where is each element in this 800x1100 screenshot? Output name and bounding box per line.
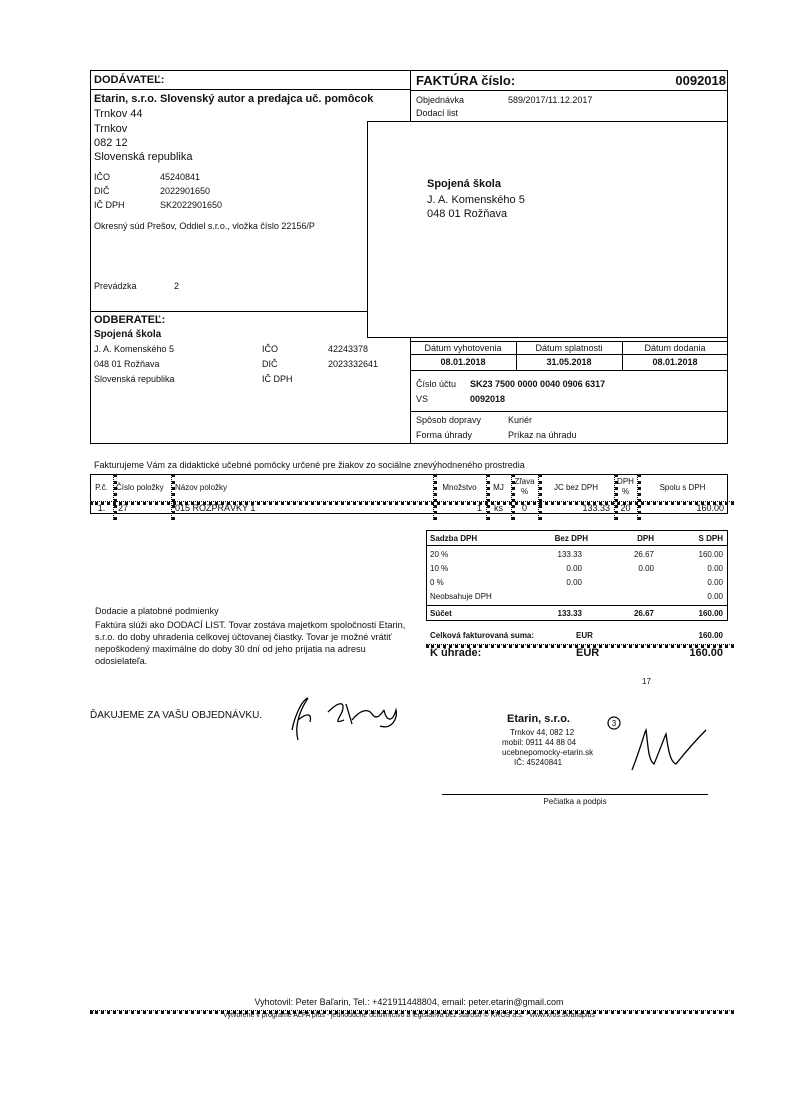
items-col-line bbox=[113, 474, 117, 520]
customer-top-rule bbox=[90, 311, 367, 312]
vs-label: VS bbox=[416, 394, 429, 404]
items-header-cell: JC bez DPH bbox=[553, 483, 598, 492]
signature bbox=[626, 720, 716, 780]
supplier-ico: 45240841 bbox=[160, 172, 201, 182]
invoice-number: 0092018 bbox=[675, 73, 726, 88]
vat-header-rule bbox=[426, 545, 728, 546]
date-due-label: Dátum splatnosti bbox=[535, 343, 603, 353]
table-cell: 1 bbox=[476, 503, 482, 513]
supplier-header-rule bbox=[90, 89, 410, 90]
pay-amount: 160.00 bbox=[689, 647, 723, 659]
customer-dic-label: DIČ bbox=[262, 359, 278, 369]
supplier-icdph-label: IČ DPH bbox=[94, 200, 125, 210]
vat-cell: 0.00 bbox=[707, 592, 723, 601]
items-col-line bbox=[171, 474, 175, 520]
customer-header: ODBERATEĽ: bbox=[94, 314, 166, 326]
stamp-address: Trnkov 44, 082 12 bbox=[510, 728, 575, 737]
stamp-circle-icon bbox=[606, 715, 622, 731]
payment-form-label: Forma úhrady bbox=[416, 430, 473, 440]
svg-text:3: 3 bbox=[611, 719, 617, 728]
items-header-cell: Číslo položky bbox=[116, 483, 164, 492]
items-col-line bbox=[486, 474, 490, 520]
pay-currency: EUR bbox=[576, 647, 600, 659]
window-street: J. A. Komenského 5 bbox=[427, 194, 525, 206]
order-number: 589/2017/11.12.2017 bbox=[508, 95, 593, 105]
handwritten-initials bbox=[280, 690, 410, 745]
dates-bottom-rule bbox=[410, 370, 728, 371]
supplier-branch: 2 bbox=[174, 281, 180, 291]
vat-sum-cell: 133.33 bbox=[557, 609, 582, 618]
vat-cell: 10 % bbox=[430, 564, 449, 573]
stamp-web: ucebnepomocky-etarin.sk bbox=[502, 748, 594, 757]
customer-ico: 42243378 bbox=[328, 344, 369, 354]
items-header-cell: Názov položky bbox=[175, 483, 228, 492]
supplier-city: Trnkov bbox=[94, 123, 128, 135]
vat-cell: 160.00 bbox=[698, 550, 723, 559]
vat-cell: 0.00 bbox=[566, 578, 582, 587]
thanks-text: ĎAKUJEME ZA VAŠU OBJEDNÁVKU. bbox=[90, 710, 263, 721]
vat-sum-cell: 160.00 bbox=[698, 609, 723, 618]
customer-dic: 2023332641 bbox=[328, 359, 379, 369]
vat-cell: 0 % bbox=[430, 578, 444, 587]
vat-header-cell: DPH bbox=[637, 534, 654, 543]
customer-city: 048 01 Rožňava bbox=[94, 359, 160, 369]
vat-header-cell: Sadzba DPH bbox=[430, 534, 478, 543]
signature-line bbox=[442, 794, 708, 795]
date-delivery-label: Dátum dodania bbox=[644, 343, 706, 353]
items-header-cell: DPH % bbox=[617, 477, 634, 496]
pay-label: K úhrade: bbox=[430, 647, 482, 659]
stamp-number: 17 bbox=[642, 677, 651, 686]
items-header-cell: MJ bbox=[493, 483, 504, 492]
date-due: 31.05.2018 bbox=[546, 357, 592, 367]
table-cell: 015 ROZPRÁVKY 1 bbox=[175, 503, 256, 513]
table-cell: 1. bbox=[97, 503, 106, 513]
vat-header-cell: S DPH bbox=[698, 534, 723, 543]
invoice-title: FAKTÚRA číslo: bbox=[416, 73, 516, 88]
supplier-dic-label: DIČ bbox=[94, 186, 110, 196]
vat-cell: 0.00 bbox=[566, 564, 582, 573]
conditions-text: Faktúra slúži ako DODACÍ LIST. Tovar zostáva majetkom spoločnosti Etarin, s.r.o. do doby uhradenia celkovej účtovanej čiastky. Tovar je možné vrátiť nepoškodený maximálne do doby 30 dní od jeho prijatia na adresu odosielateľa. bbox=[95, 620, 406, 666]
vat-cell: Neobsahuje DPH bbox=[430, 592, 492, 601]
supplier-dic: 2022901650 bbox=[160, 186, 211, 196]
supplier-header: DODÁVATEĽ: bbox=[94, 74, 165, 86]
date-issued: 08.01.2018 bbox=[440, 357, 486, 367]
date-delivery: 08.01.2018 bbox=[652, 357, 698, 367]
supplier-court: Okresný súd Prešov, Oddiel s.r.o., vložka číslo 22156/P bbox=[94, 221, 315, 231]
address-window bbox=[367, 121, 728, 338]
stamp-mobile: mobil: 0911 44 88 04 bbox=[502, 738, 577, 747]
account-number: SK23 7500 0000 0040 0906 6317 bbox=[470, 379, 606, 389]
supplier-name: Etarin, s.r.o. Slovenský autor a predajca uč. pomôcok bbox=[94, 93, 374, 105]
vat-sum-cell: Súčet bbox=[430, 609, 452, 618]
invoice-title-rule bbox=[410, 90, 728, 91]
customer-street: J. A. Komenského 5 bbox=[94, 344, 175, 354]
total-amount: 160.00 bbox=[698, 631, 723, 640]
dates-top-rule bbox=[410, 341, 728, 342]
order-label: Objednávka bbox=[416, 95, 465, 105]
vat-cell: 0.00 bbox=[707, 578, 723, 587]
items-col-line bbox=[433, 474, 437, 520]
vat-table bbox=[426, 530, 728, 621]
items-col-line bbox=[538, 474, 542, 520]
vat-sum-cell: 26.67 bbox=[633, 609, 654, 618]
customer-name: Spojená škola bbox=[94, 329, 162, 340]
account-label: Číslo účtu bbox=[416, 379, 457, 389]
signature-label: Pečiatka a podpis bbox=[543, 797, 607, 806]
supplier-ico-label: IČO bbox=[94, 172, 111, 182]
supplier-zip: 082 12 bbox=[94, 137, 128, 149]
supplier-branch-label: Prevádzka bbox=[94, 281, 137, 291]
table-cell: 27 bbox=[118, 503, 129, 513]
table-cell: 160.00 bbox=[696, 503, 724, 513]
vat-header-cell: Bez DPH bbox=[554, 534, 588, 543]
payment-form-value: Príkaz na úhradu bbox=[508, 430, 577, 440]
window-city: 048 01 Rožňava bbox=[427, 208, 508, 220]
customer-country: Slovenská republika bbox=[94, 374, 175, 384]
items-header-cell: P.č. bbox=[95, 483, 108, 492]
items-col-line bbox=[637, 474, 641, 520]
footer-software: Vytvorené v programe ALFA plus - jednoduché účtovníctvo a legislatíva bez starostí © KROS a.s. - www.kros.sk/alfaplus bbox=[223, 1012, 595, 1019]
vat-cell: 20 % bbox=[430, 550, 449, 559]
vat-cell: 26.67 bbox=[633, 550, 654, 559]
customer-icdph-label: IČ DPH bbox=[262, 374, 293, 384]
items-header-cell: Množstvo bbox=[442, 483, 477, 492]
stamp-id: IČ: 45240841 bbox=[514, 758, 563, 767]
vs-value: 0092018 bbox=[470, 394, 506, 404]
table-cell: 133.33 bbox=[582, 503, 610, 513]
window-name: Spojená škola bbox=[427, 178, 501, 190]
dates-mid-rule bbox=[410, 354, 728, 355]
vat-cell: 0.00 bbox=[638, 564, 654, 573]
customer-ico-label: IČO bbox=[262, 344, 279, 354]
total-currency: EUR bbox=[576, 631, 593, 640]
invoice-intro: Fakturujeme Vám za didaktické učebné pomôcky určené pre žiakov zo sociálne znevýhodneného prostredia bbox=[94, 460, 525, 470]
vat-sum-rule bbox=[426, 605, 728, 606]
total-label: Celková fakturovaná suma: bbox=[430, 631, 535, 640]
supplier-icdph: SK2022901650 bbox=[160, 200, 223, 210]
items-header-cell: Zľava % bbox=[514, 477, 535, 496]
footer-prepared: Vyhotovil: Peter Baľarin, Tel.: +421911448804, email: peter.etarin@gmail.com bbox=[254, 997, 564, 1007]
table-cell: ks bbox=[494, 503, 503, 513]
vat-cell: 0.00 bbox=[707, 564, 723, 573]
table-cell: 20 bbox=[620, 503, 631, 513]
supplier-street: Trnkov 44 bbox=[94, 108, 143, 120]
transport-label: Spôsob dopravy bbox=[416, 415, 482, 425]
transport-value: Kuriér bbox=[508, 415, 533, 425]
stamp-company: Etarin, s.r.o. bbox=[507, 713, 570, 725]
conditions-title: Dodacie a platobné podmienky bbox=[95, 606, 219, 616]
vat-cell: 133.33 bbox=[557, 550, 582, 559]
payment-rule bbox=[410, 411, 728, 412]
delivery-note-label: Dodací list bbox=[416, 108, 459, 118]
supplier-country: Slovenská republika bbox=[94, 151, 193, 163]
table-cell: 0 bbox=[521, 503, 527, 513]
date-issued-label: Dátum vyhotovenia bbox=[424, 343, 502, 353]
items-header-cell: Spolu s DPH bbox=[659, 483, 706, 492]
